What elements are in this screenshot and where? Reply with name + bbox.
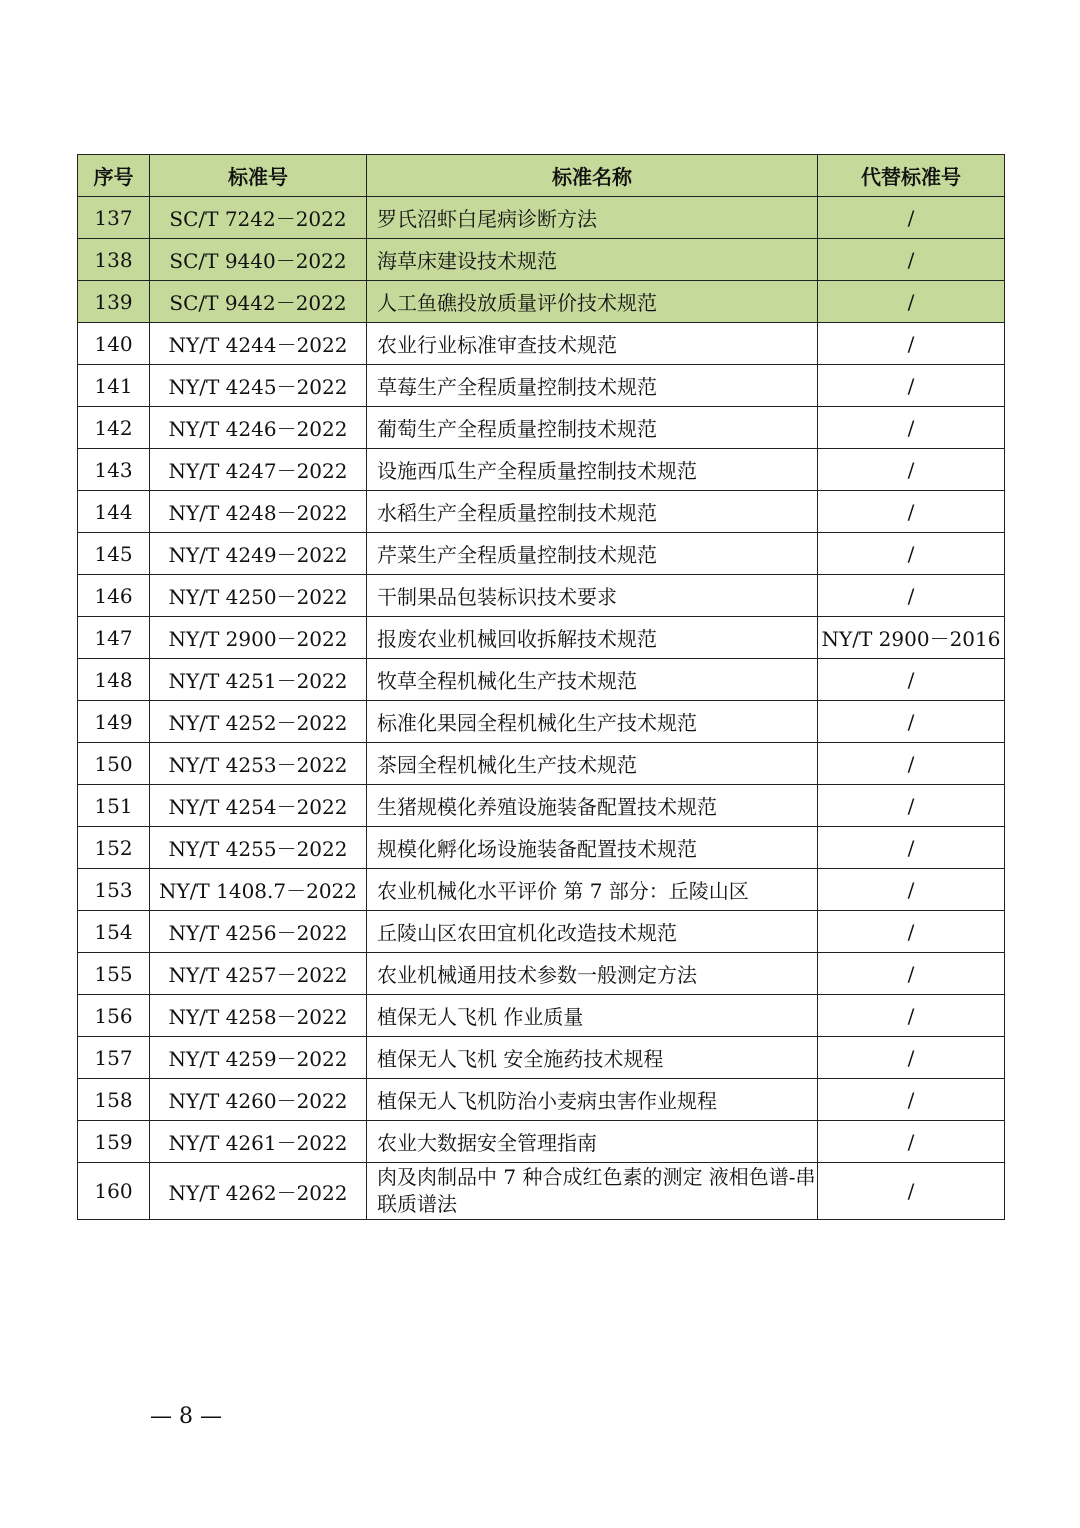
cell-replace: / — [818, 869, 1005, 911]
table-row — [78, 1121, 1005, 1163]
cell-replace: / — [818, 995, 1005, 1037]
cell-name: 草莓生产全程质量控制技术规范 — [367, 365, 818, 407]
table-row — [78, 533, 1005, 575]
table-row — [78, 1079, 1005, 1121]
cell-no: 155 — [78, 953, 150, 995]
cell-replace: / — [818, 659, 1005, 701]
cell-no: 145 — [78, 533, 150, 575]
table-row — [78, 575, 1005, 617]
cell-no: 158 — [78, 1079, 150, 1121]
cell-replace: / — [818, 1121, 1005, 1163]
cell-no: 153 — [78, 869, 150, 911]
cell-replace: / — [818, 953, 1005, 995]
cell-code: NY/T 4260－2022 — [150, 1079, 367, 1121]
cell-no: 151 — [78, 785, 150, 827]
table-row — [78, 281, 1005, 323]
cell-name: 植保无人飞机防治小麦病虫害作业规程 — [367, 1079, 818, 1121]
cell-code: NY/T 4254－2022 — [150, 785, 367, 827]
table-row — [78, 1163, 1005, 1220]
cell-no: 157 — [78, 1037, 150, 1079]
cell-replace: / — [818, 323, 1005, 365]
cell-no: 138 — [78, 239, 150, 281]
cell-name: 农业机械化水平评价 第 7 部分：丘陵山区 — [367, 869, 818, 911]
table-row — [78, 365, 1005, 407]
cell-no: 156 — [78, 995, 150, 1037]
table-row — [78, 827, 1005, 869]
table-row — [78, 953, 1005, 995]
cell-code: NY/T 4261－2022 — [150, 1121, 367, 1163]
cell-code: NY/T 4244－2022 — [150, 323, 367, 365]
cell-replace: / — [818, 827, 1005, 869]
table-row — [78, 869, 1005, 911]
cell-code: NY/T 4259－2022 — [150, 1037, 367, 1079]
cell-code: NY/T 4245－2022 — [150, 365, 367, 407]
cell-no: 154 — [78, 911, 150, 953]
cell-no: 160 — [78, 1163, 150, 1220]
cell-name: 罗氏沼虾白尾病诊断方法 — [367, 197, 818, 239]
header-code: 标准号 — [150, 155, 367, 197]
cell-no: 139 — [78, 281, 150, 323]
cell-code: SC/T 9440－2022 — [150, 239, 367, 281]
table-row — [78, 449, 1005, 491]
cell-code: NY/T 4262－2022 — [150, 1163, 367, 1220]
cell-code: NY/T 4253－2022 — [150, 743, 367, 785]
cell-name: 生猪规模化养殖设施装备配置技术规范 — [367, 785, 818, 827]
page-number: — 8 — — [150, 1404, 222, 1429]
header-no: 序号 — [78, 155, 150, 197]
cell-no: 152 — [78, 827, 150, 869]
cell-no: 159 — [78, 1121, 150, 1163]
cell-name: 葡萄生产全程质量控制技术规范 — [367, 407, 818, 449]
cell-name: 农业大数据安全管理指南 — [367, 1121, 818, 1163]
cell-replace: / — [818, 1163, 1005, 1220]
cell-name: 农业行业标准审查技术规范 — [367, 323, 818, 365]
cell-no: 144 — [78, 491, 150, 533]
cell-replace: / — [818, 911, 1005, 953]
table-row — [78, 659, 1005, 701]
table-row — [78, 743, 1005, 785]
standards-table — [77, 154, 1005, 1220]
cell-no: 137 — [78, 197, 150, 239]
cell-code: NY/T 4249－2022 — [150, 533, 367, 575]
cell-name: 设施西瓜生产全程质量控制技术规范 — [367, 449, 818, 491]
cell-name: 标准化果园全程机械化生产技术规范 — [367, 701, 818, 743]
cell-name: 水稻生产全程质量控制技术规范 — [367, 491, 818, 533]
cell-no: 147 — [78, 617, 150, 659]
cell-replace: / — [818, 365, 1005, 407]
table-row — [78, 995, 1005, 1037]
cell-code: NY/T 4246－2022 — [150, 407, 367, 449]
table-row — [78, 1037, 1005, 1079]
cell-no: 142 — [78, 407, 150, 449]
cell-name: 植保无人飞机 作业质量 — [367, 995, 818, 1037]
cell-replace: / — [818, 701, 1005, 743]
cell-name: 肉及肉制品中 7 种合成红色素的测定 液相色谱-串联质谱法 — [367, 1163, 818, 1220]
cell-code: NY/T 4258－2022 — [150, 995, 367, 1037]
cell-no: 146 — [78, 575, 150, 617]
cell-replace: / — [818, 239, 1005, 281]
cell-replace: / — [818, 1037, 1005, 1079]
cell-name: 报废农业机械回收拆解技术规范 — [367, 617, 818, 659]
cell-replace: / — [818, 1079, 1005, 1121]
table-row — [78, 197, 1005, 239]
cell-name: 牧草全程机械化生产技术规范 — [367, 659, 818, 701]
cell-name: 植保无人飞机 安全施药技术规程 — [367, 1037, 818, 1079]
table-row — [78, 239, 1005, 281]
table-row — [78, 701, 1005, 743]
cell-name: 芹菜生产全程质量控制技术规范 — [367, 533, 818, 575]
cell-name: 茶园全程机械化生产技术规范 — [367, 743, 818, 785]
cell-no: 141 — [78, 365, 150, 407]
cell-code: SC/T 7242－2022 — [150, 197, 367, 239]
cell-no: 148 — [78, 659, 150, 701]
table-header-row — [78, 155, 1005, 197]
cell-no: 149 — [78, 701, 150, 743]
table-row — [78, 323, 1005, 365]
table-row — [78, 407, 1005, 449]
cell-replace: / — [818, 449, 1005, 491]
table-row — [78, 911, 1005, 953]
cell-replace: NY/T 2900－2016 — [818, 617, 1005, 659]
cell-code: NY/T 2900－2022 — [150, 617, 367, 659]
cell-name: 农业机械通用技术参数一般测定方法 — [367, 953, 818, 995]
cell-replace: / — [818, 785, 1005, 827]
cell-replace: / — [818, 575, 1005, 617]
cell-replace: / — [818, 533, 1005, 575]
cell-code: NY/T 4251－2022 — [150, 659, 367, 701]
cell-no: 140 — [78, 323, 150, 365]
cell-replace: / — [818, 197, 1005, 239]
cell-code: NY/T 4252－2022 — [150, 701, 367, 743]
cell-code: NY/T 4247－2022 — [150, 449, 367, 491]
table-row — [78, 617, 1005, 659]
cell-name: 海草床建设技术规范 — [367, 239, 818, 281]
header-replace: 代替标准号 — [818, 155, 1005, 197]
table-row — [78, 785, 1005, 827]
cell-no: 143 — [78, 449, 150, 491]
cell-replace: / — [818, 407, 1005, 449]
cell-code: NY/T 4256－2022 — [150, 911, 367, 953]
cell-name: 干制果品包装标识技术要求 — [367, 575, 818, 617]
cell-code: NY/T 4257－2022 — [150, 953, 367, 995]
header-name: 标准名称 — [367, 155, 818, 197]
table-row — [78, 491, 1005, 533]
cell-replace: / — [818, 281, 1005, 323]
cell-no: 150 — [78, 743, 150, 785]
cell-code: SC/T 9442－2022 — [150, 281, 367, 323]
cell-replace: / — [818, 743, 1005, 785]
cell-code: NY/T 4255－2022 — [150, 827, 367, 869]
cell-replace: / — [818, 491, 1005, 533]
cell-name: 规模化孵化场设施装备配置技术规范 — [367, 827, 818, 869]
cell-code: NY/T 4250－2022 — [150, 575, 367, 617]
cell-code: NY/T 1408.7－2022 — [150, 869, 367, 911]
cell-name: 人工鱼礁投放质量评价技术规范 — [367, 281, 818, 323]
cell-name: 丘陵山区农田宜机化改造技术规范 — [367, 911, 818, 953]
cell-code: NY/T 4248－2022 — [150, 491, 367, 533]
